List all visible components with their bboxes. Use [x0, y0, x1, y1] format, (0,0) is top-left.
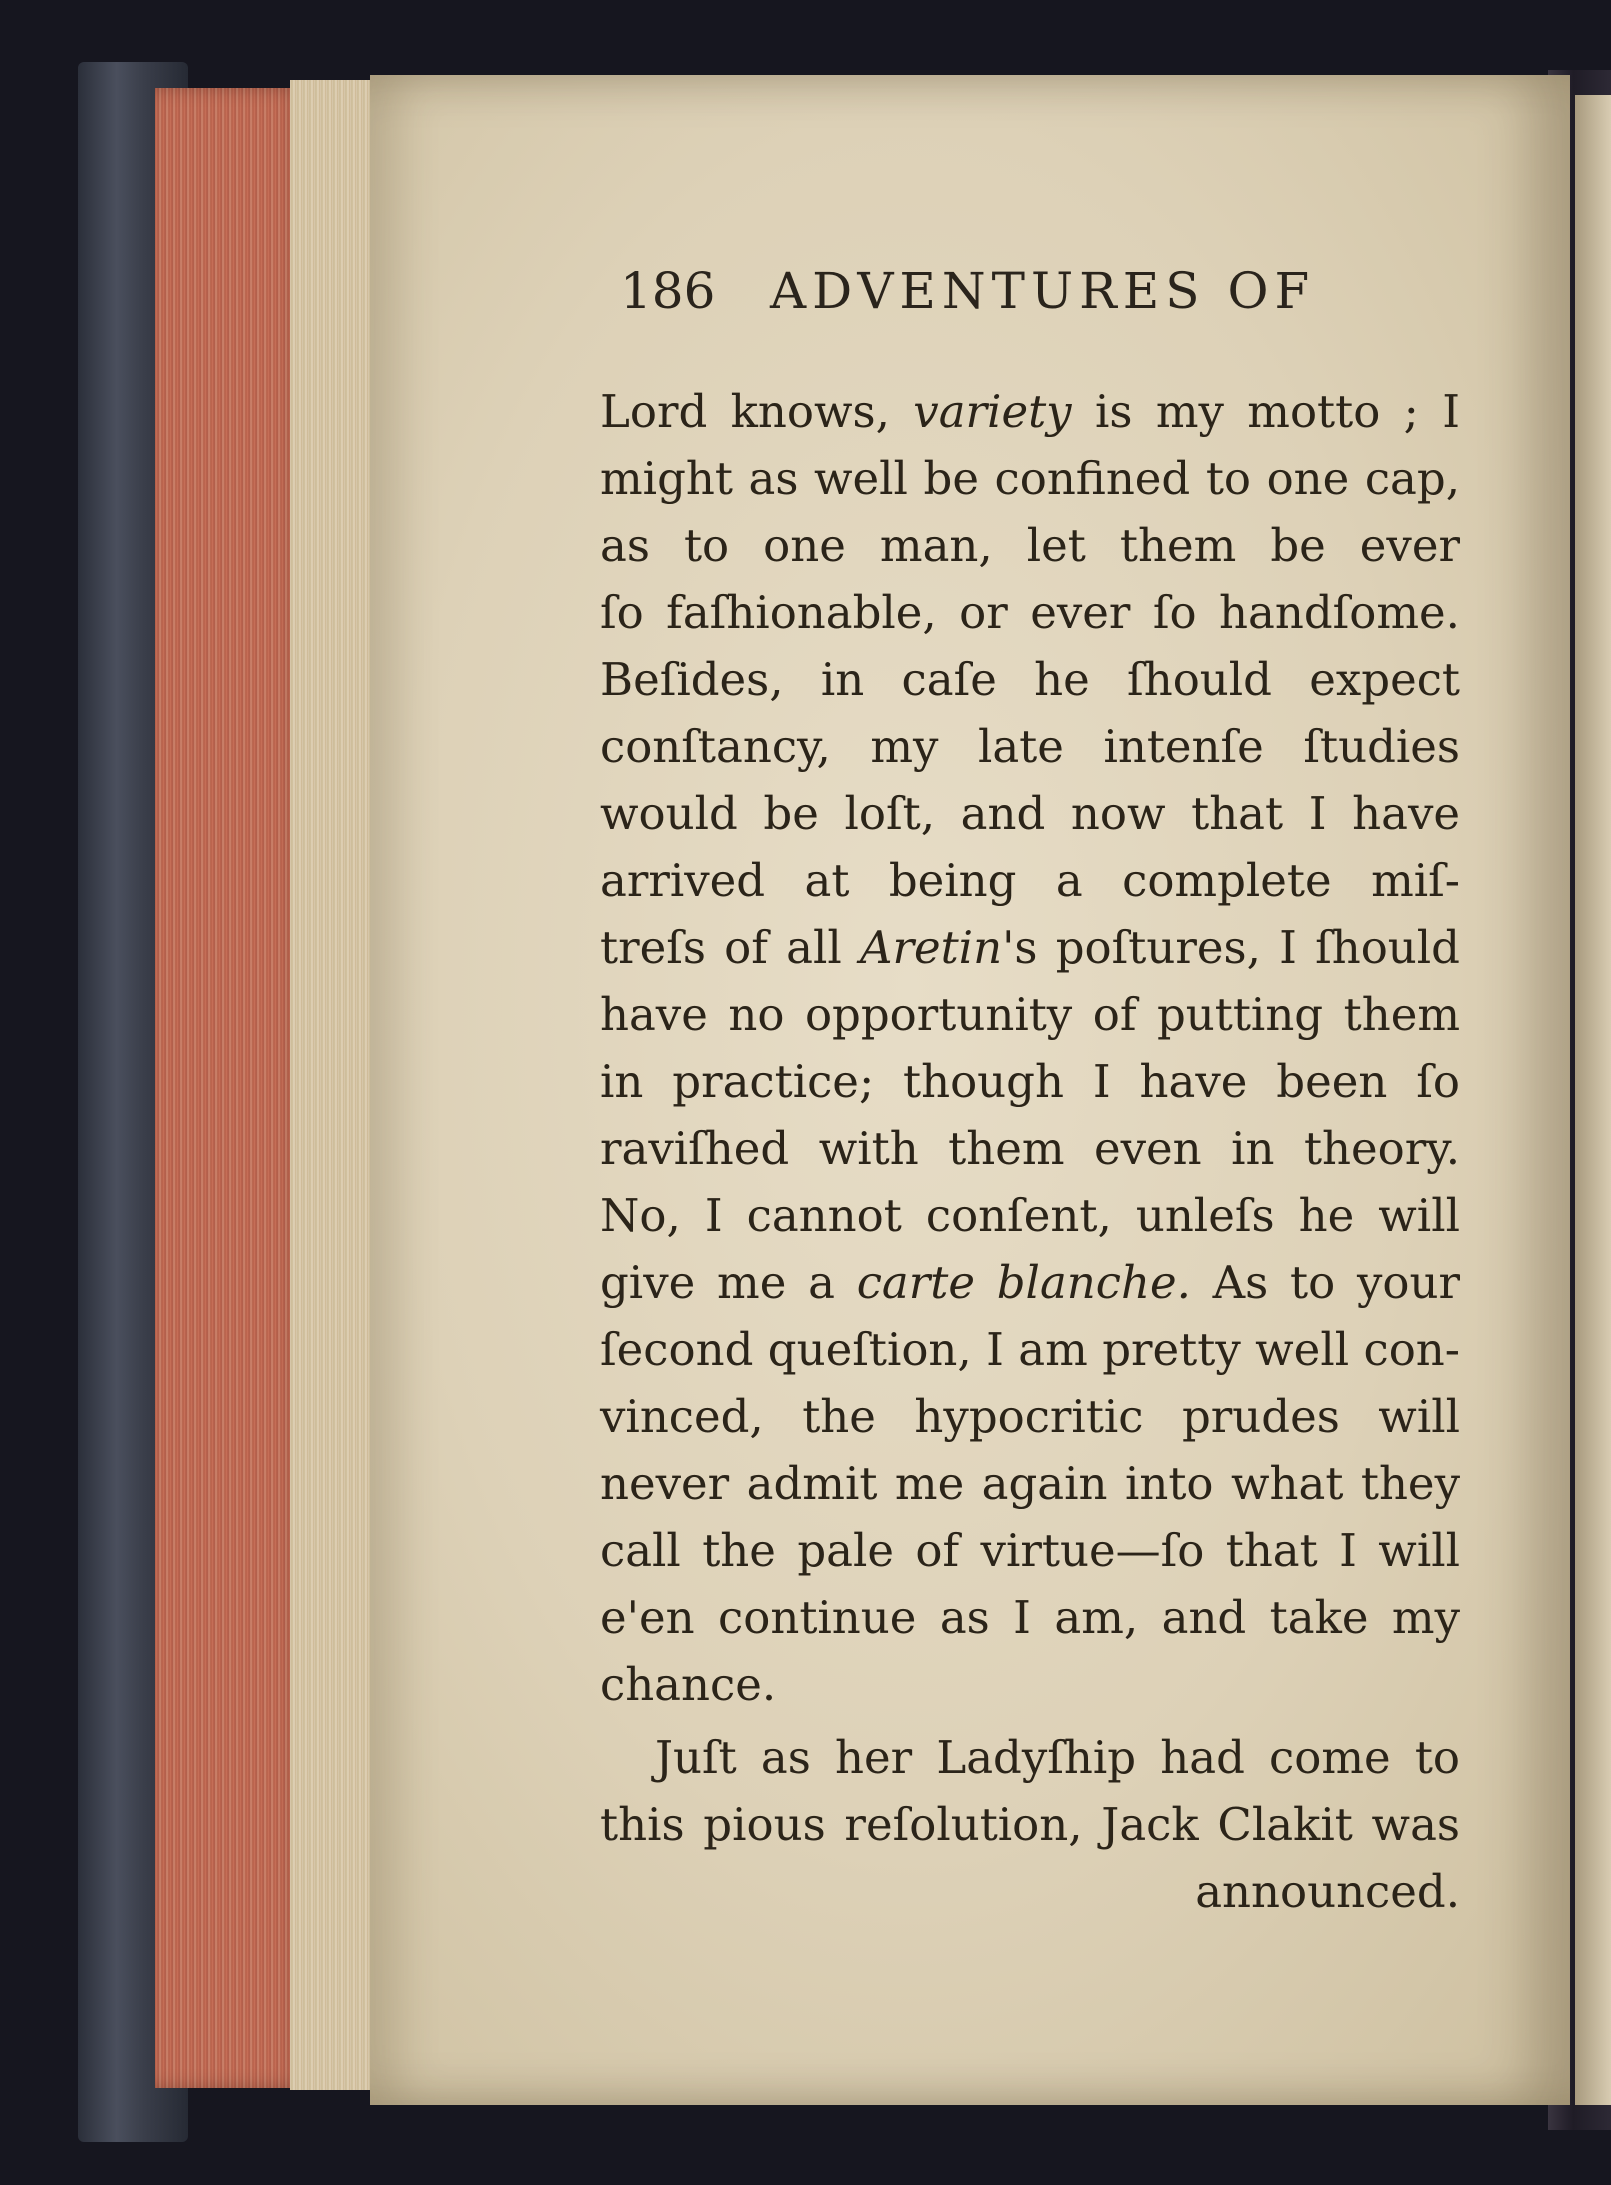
text-line: call the pale of virtue—ſo that I will: [600, 1524, 1460, 1577]
red-page-edges: [155, 88, 305, 2088]
text-line: raviſhed with them even in theory.: [600, 1122, 1460, 1175]
text-line: in practice; though I have been ſo: [600, 1055, 1460, 1108]
text-line: give me a carte blanche. As to your: [600, 1256, 1460, 1309]
text-line: e'en continue as I am, and take my: [600, 1591, 1460, 1644]
text-line: Beſides, in caſe he ſhould expect: [600, 653, 1460, 706]
text-line: as to one man, let them be ever: [600, 519, 1460, 572]
text-line: Lord knows, variety is my motto ; I: [600, 385, 1460, 438]
text-line: vinced, the hypocritic prudes will: [600, 1390, 1460, 1443]
text-line: arrived at being a complete miſ-: [600, 854, 1460, 907]
running-head: [620, 262, 1380, 320]
text-line: would be loſt, and now that I have: [600, 787, 1460, 840]
text-line: have no opportunity of putting them: [600, 988, 1460, 1041]
text-line: ſecond queſtion, I am pretty well con-: [600, 1323, 1460, 1376]
page-stack: [290, 80, 380, 2090]
catchword: announced.: [1195, 1865, 1460, 1918]
text-line: ſo faſhionable, or ever ſo handſome.: [600, 586, 1460, 639]
text-line: Juſt as her Ladyſhip had come to: [655, 1731, 1460, 1784]
text-line: treſs of all Aretin's poſtures, I ſhould: [600, 921, 1460, 974]
page-body: [600, 378, 1460, 1925]
text-line: conſtancy, my late intenſe ſtudies: [600, 720, 1460, 773]
text-line: this pious reſolution, Jack Clakit was: [600, 1798, 1460, 1851]
text-line: might as well be confined to one cap,: [600, 452, 1460, 505]
facing-page-edge: [1575, 95, 1611, 2105]
running-title: ADVENTURES OF: [770, 262, 1316, 320]
text-line: never admit me again into what they: [600, 1457, 1460, 1510]
text-line: chance.: [600, 1658, 777, 1711]
page-number: 186: [620, 262, 716, 320]
text-line: No, I cannot conſent, unleſs he will: [600, 1189, 1460, 1242]
